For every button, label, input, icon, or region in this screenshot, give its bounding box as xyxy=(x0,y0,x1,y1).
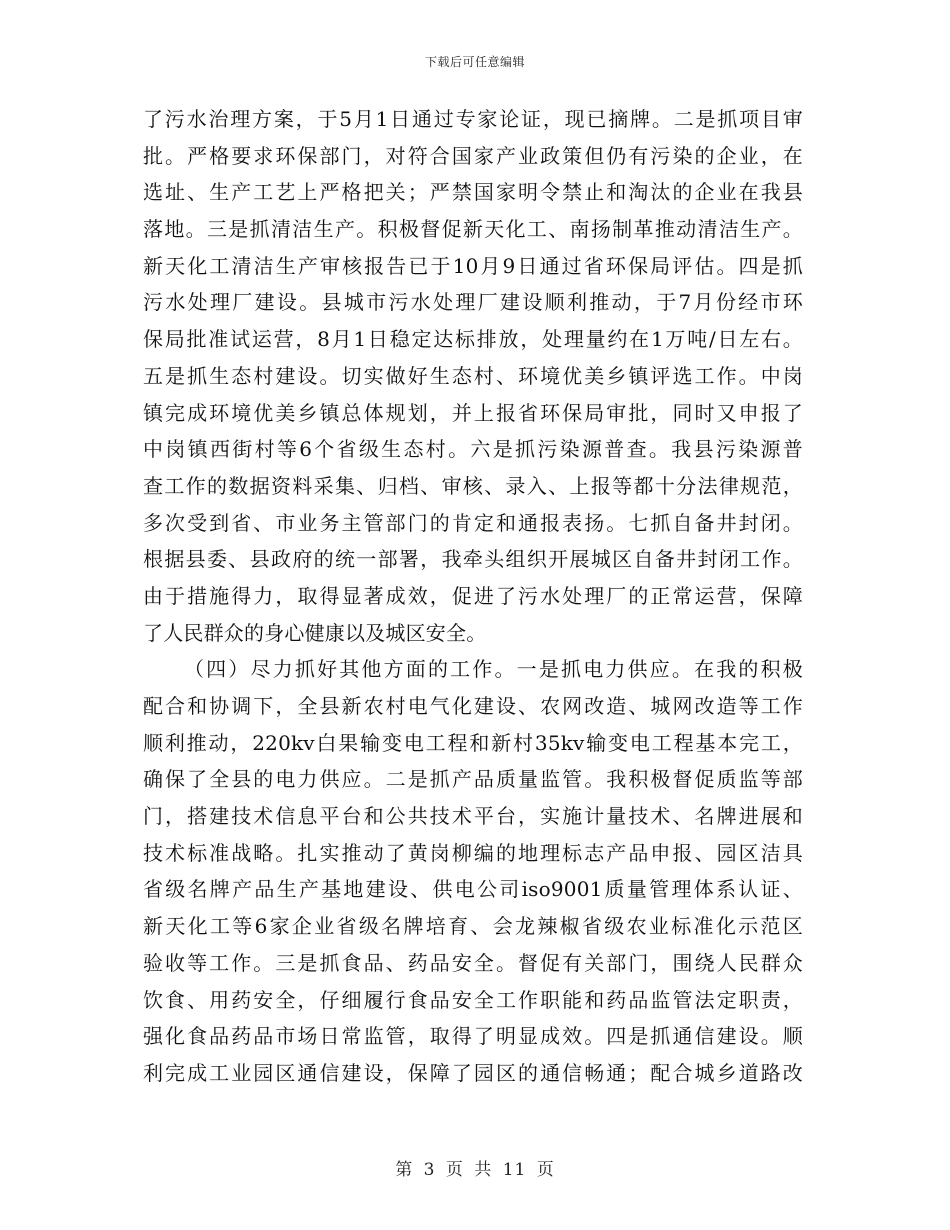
text-line: 新天化工清洁生产审核报告已于10月9日通过省环保局评估。四是抓 xyxy=(143,253,803,278)
text-line: 根据县委、县政府的统一部署，我牵头组织开展城区自备井封闭工作。 xyxy=(143,547,803,572)
page-number: 第 3 页 共 11 页 xyxy=(395,1160,555,1180)
text-line: 多次受到省、市业务主管部门的肯定和通报表扬。七抓自备井封闭。 xyxy=(143,510,803,535)
text-line: 饮食、用药安全，仔细履行食品安全工作职能和药品监管法定职责， xyxy=(143,987,803,1012)
text-line: 了污水治理方案，于5月1日通过专家论证，现已摘牌。二是抓项目审 xyxy=(143,107,803,131)
document-body xyxy=(143,101,803,1092)
text-line: 保局批准试运营，8月1日稳定达标排放，处理量约在1万吨/日左右。 xyxy=(143,327,803,352)
text-line: 落地。三是抓清洁生产。积极督促新天化工、南扬制革推动清洁生产。 xyxy=(143,217,803,242)
text-line: 污水处理厂建设。县城市污水处理厂建设顺利推动，于7月份经市环 xyxy=(143,290,803,315)
text-line: 技术标准战略。扎实推动了黄岗柳编的地理标志产品申报、园区洁具 xyxy=(143,840,803,865)
text-line: 选址、生产工艺上严格把关；严禁国家明令禁止和淘汰的企业在我县 xyxy=(143,180,803,205)
text-line: 批。严格要求环保部门，对符合国家产业政策但仍有污染的企业，在 xyxy=(143,143,803,168)
text-line: 验收等工作。三是抓食品、药品安全。督促有关部门，围绕人民群众 xyxy=(143,950,803,975)
text-line: 五是抓生态村建设。切实做好生态村、环境优美乡镇评选工作。中岗 xyxy=(143,363,803,388)
text-line: 镇完成环境优美乡镇总体规划，并上报省环保局审批，同时又申报了 xyxy=(143,400,803,425)
text-line: 省级名牌产品生产基地建设、供电公司iso9001质量管理体系认证、 xyxy=(143,877,803,902)
text-line: 由于措施得力，取得显著成效，促进了污水处理厂的正常运营，保障 xyxy=(143,583,803,608)
text-line-paragraph-start: （四）尽力抓好其他方面的工作。一是抓电力供应。在我的积极 xyxy=(184,657,803,682)
text-line: 门，搭建技术信息平台和公共技术平台，实施计量技术、名牌进展和 xyxy=(143,804,803,829)
page-header: 下载后可任意编辑 xyxy=(424,55,525,69)
text-line: 确保了全县的电力供应。二是抓产品质量监管。我积极督促质监等部 xyxy=(143,767,803,792)
text-line: 查工作的数据资料采集、归档、审核、录入、上报等都十分法律规范， xyxy=(143,473,803,498)
text-line: 顺利推动，220kv白果输变电工程和新村35kv输变电工程基本完工， xyxy=(143,730,803,755)
text-line: 配合和协调下，全县新农村电气化建设、农网改造、城网改造等工作 xyxy=(143,694,803,718)
text-line: 了人民群众的身心健康以及城区安全。 xyxy=(143,620,487,645)
text-line: 强化食品药品市场日常监管，取得了明显成效。四是抓通信建设。顺 xyxy=(143,1024,803,1049)
text-line: 利完成工业园区通信建设，保障了园区的通信畅通；配合城乡道路改 xyxy=(143,1060,803,1085)
text-line: 中岗镇西街村等6个省级生态村。六是抓污染源普查。我县污染源普 xyxy=(143,437,803,462)
text-line: 新天化工等6家企业省级名牌培育、会龙辣椒省级农业标准化示范区 xyxy=(143,914,803,939)
